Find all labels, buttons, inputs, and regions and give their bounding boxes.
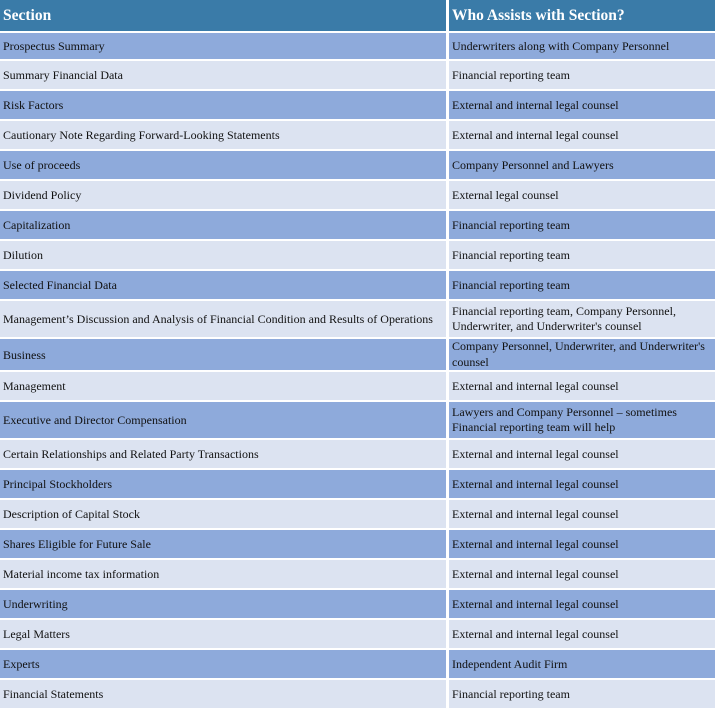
assist-cell: External and internal legal counsel: [449, 590, 715, 620]
table-row: [0, 590, 715, 620]
table-row: [0, 560, 715, 590]
assist-cell: External and internal legal counsel: [449, 121, 715, 151]
section-cell: Principal Stockholders: [0, 470, 449, 500]
section-cell: Dilution: [0, 241, 449, 271]
column-header-section: Section: [0, 0, 449, 31]
assist-cell: Lawyers and Company Personnel – sometimes Financial reporting team will help: [449, 402, 715, 440]
assist-cell: Financial reporting team: [449, 61, 715, 91]
assist-cell: External legal counsel: [449, 181, 715, 211]
assist-cell: Financial reporting team: [449, 271, 715, 301]
assist-cell: Underwriters along with Company Personnel: [449, 31, 715, 61]
assist-cell: External and internal legal counsel: [449, 440, 715, 470]
section-cell: Legal Matters: [0, 620, 449, 650]
table-row: [0, 61, 715, 91]
assist-cell: Company Personnel, Underwriter, and Underwriter's counsel: [449, 339, 715, 372]
table-row: [0, 470, 715, 500]
table-row: [0, 339, 715, 372]
section-cell: Experts: [0, 650, 449, 680]
assist-cell: Financial reporting team: [449, 680, 715, 710]
assist-cell: Financial reporting team, Company Personnel, Underwriter, and Underwriter's counsel: [449, 301, 715, 339]
table-row: [0, 680, 715, 710]
section-cell: Shares Eligible for Future Sale: [0, 530, 449, 560]
assist-cell: External and internal legal counsel: [449, 620, 715, 650]
section-cell: Description of Capital Stock: [0, 500, 449, 530]
assist-cell: External and internal legal counsel: [449, 470, 715, 500]
section-cell: Management: [0, 372, 449, 402]
table-row: [0, 91, 715, 121]
table-row: [0, 271, 715, 301]
table-row: [0, 530, 715, 560]
section-cell: Selected Financial Data: [0, 271, 449, 301]
section-cell: Summary Financial Data: [0, 61, 449, 91]
table-row: [0, 31, 715, 61]
section-cell: Financial Statements: [0, 680, 449, 710]
section-cell: Underwriting: [0, 590, 449, 620]
table-row: [0, 301, 715, 339]
section-cell: Capitalization: [0, 211, 449, 241]
table-row: [0, 500, 715, 530]
table-header-row: [0, 0, 715, 31]
section-cell: Executive and Director Compensation: [0, 402, 449, 440]
table-row: [0, 121, 715, 151]
section-cell: Management’s Discussion and Analysis of Financial Condition and Results of Operations: [0, 301, 449, 339]
section-cell: Material income tax information: [0, 560, 449, 590]
table-row: [0, 241, 715, 271]
table-row: [0, 181, 715, 211]
table-row: [0, 650, 715, 680]
section-cell: Business: [0, 339, 449, 372]
assist-cell: Financial reporting team: [449, 211, 715, 241]
assist-cell: External and internal legal counsel: [449, 372, 715, 402]
table-row: [0, 620, 715, 650]
section-cell: Dividend Policy: [0, 181, 449, 211]
assist-cell: Company Personnel and Lawyers: [449, 151, 715, 181]
table-row: [0, 211, 715, 241]
table-row: [0, 440, 715, 470]
table-row: [0, 372, 715, 402]
assist-cell: Financial reporting team: [449, 241, 715, 271]
section-cell: Risk Factors: [0, 91, 449, 121]
assist-cell: External and internal legal counsel: [449, 530, 715, 560]
table-row: [0, 151, 715, 181]
assist-cell: External and internal legal counsel: [449, 500, 715, 530]
assist-cell: External and internal legal counsel: [449, 560, 715, 590]
section-cell: Prospectus Summary: [0, 31, 449, 61]
assist-cell: Independent Audit Firm: [449, 650, 715, 680]
assist-cell: External and internal legal counsel: [449, 91, 715, 121]
column-header-who-assists: Who Assists with Section?: [449, 0, 715, 31]
section-cell: Use of proceeds: [0, 151, 449, 181]
section-cell: Cautionary Note Regarding Forward-Looking Statements: [0, 121, 449, 151]
section-cell: Certain Relationships and Related Party Transactions: [0, 440, 449, 470]
table-row: [0, 402, 715, 440]
